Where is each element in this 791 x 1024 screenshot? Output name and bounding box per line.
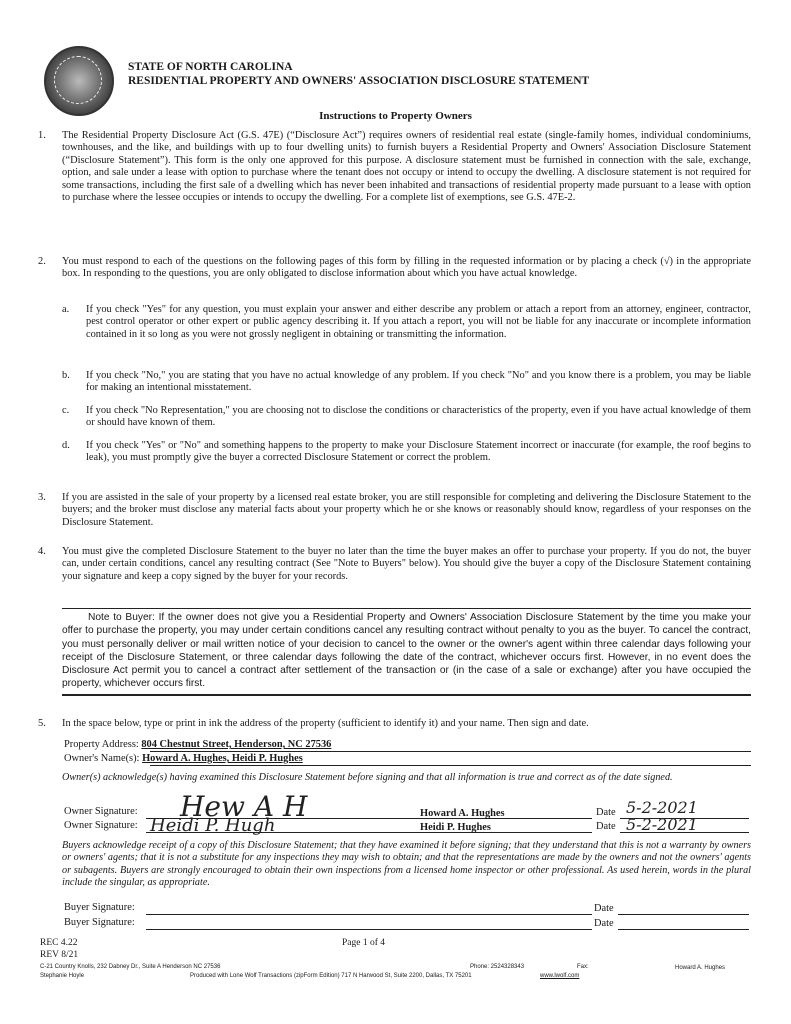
property-address-row — [64, 739, 331, 751]
buyer-date-label-1: Date — [594, 903, 614, 914]
brokerage-phone: Phone: 2524328343 — [470, 964, 525, 970]
subitem-letter: b. — [62, 370, 70, 381]
subitem-text: If you check "No," you are stating that you have no actual knowledge of any problem. If you check "No" and you know there is a problem, you may be liable for making an intentional misstatement. — [86, 370, 751, 394]
owner-printed-name-1: Howard A. Hughes — [420, 808, 505, 819]
note-to-buyer-text: Note to Buyer: If the owner does not give you a Residential Property and Owners' Association Disclosure Statement by the time you make your offer to purchase the property, you may under certain conditions cancel any resulting contract without penalty to you as the buyer. To cancel the contract, you must personally deliver or mail written notice of your decision to cancel to the owner or the owner's agent within three calendar days following your receipt of the Disclosure Statement, or three calendar days following the date of the contract, whichever occurs first. However, in no event does the Disclosure Act permit you to cancel a contract after settlement of the transaction or (in the case of a sale or exchange) after you have occupied the property, whichever occurs first. — [62, 612, 751, 690]
instruction-item-4 — [38, 546, 751, 583]
nc-state-seal — [44, 46, 114, 116]
instruction-item-1 — [38, 130, 751, 204]
owner-signature-label-1: Owner Signature: — [64, 806, 138, 817]
item-text: You must give the completed Disclosure Statement to the buyer no later than the time the buyer makes an offer to purchase your property. If you do not, the buyer can, under certain conditions, cancel any resulting contract (See "Note to Buyers" below). You should give the buyer a copy of the Disclosure Statement containing your signature and keep a copy signed by the buyer for your records. — [62, 546, 751, 582]
header-form-title: RESIDENTIAL PROPERTY AND OWNERS' ASSOCIATION DISCLOSURE STATEMENT — [128, 75, 590, 87]
brokerage-fax: Fax: — [577, 964, 589, 970]
buyer-date-label-2: Date — [594, 918, 614, 929]
owner-signature-2: Heidi P. Hugh — [150, 815, 276, 836]
buyer-date-line-1[interactable] — [618, 914, 749, 915]
owner-signature-label-2: Owner Signature: — [64, 820, 138, 831]
instruction-item-2 — [38, 256, 751, 281]
instruction-item-5 — [38, 718, 751, 730]
owner-signature-1: H​ew A H — [180, 790, 308, 823]
producer-line: Produced with Lone Wolf Transactions (zipForm Edition) 717 N Harwood St, Suite 2200, Dallas, TX 75201 — [190, 973, 472, 979]
form-code: REC 4.22 — [40, 938, 78, 948]
owner-names-label: Owner's Name(s): — [64, 753, 140, 764]
instructions-title: Instructions to Property Owners — [319, 110, 472, 122]
buyer-signature-line-1[interactable] — [146, 914, 592, 915]
owner-date-2[interactable]: 5-2-2021 — [626, 815, 698, 834]
item-number: 4. — [38, 546, 46, 557]
item-text: You must respond to each of the questions on the following pages of this form by filling in the requested information or by placing a check (√) in the appropriate box. In responding to the questions, you are only obligated to disclose information about which you have actual knowledge. — [62, 256, 751, 280]
instruction-subitem-d — [62, 440, 751, 465]
header-state: STATE OF NORTH CAROLINA — [128, 61, 293, 73]
subitem-text: If you check "Yes" or "No" and something happens to the property to make your Disclosure Statement incorrect or inaccurate (for example, the roof begins to leak), you must promptly give the buyer a corrected Disclosure Statement or correct the problem. — [86, 440, 751, 464]
item-number: 1. — [38, 130, 46, 141]
owner-date-label-2: Date — [596, 821, 616, 832]
page-number: Page 1 of 4 — [342, 938, 386, 948]
subitem-letter: a. — [62, 304, 70, 315]
producer-website-link[interactable]: www.lwolf.com — [540, 973, 580, 979]
buyer-signature-label-2: Buyer Signature: — [64, 917, 135, 928]
owner-acknowledgment: Owner(s) acknowledge(s) having examined this Disclosure Statement before signing and that all information is true and correct as of the date signed. — [62, 772, 673, 783]
brokerage-address: C-21 Country Knolls, 232 Dabney Dr., Suite A Henderson NC 27536 — [40, 964, 221, 970]
owner-names-row — [64, 753, 303, 765]
property-address-value[interactable]: 804 Chestnut Street, Henderson, NC 27536 — [141, 739, 332, 750]
buyer-date-line-2[interactable] — [618, 929, 749, 930]
subitem-letter: d. — [62, 440, 70, 451]
subitem-text: If you check "Yes" for any question, you must explain your answer and either describe any problem or attach a report from an attorney, engineer, contractor, pest control operator or other expert or public agency describing it. If you attach a report, you will not be liable for any inaccurate or incomplete information contained in it so long as you were not grossly negligent in obtaining or transmitting the information. — [86, 304, 751, 340]
item-text: The Residential Property Disclosure Act (G.S. 47E) (“Disclosure Act”) requires owners of residential real estate (single-family homes, individual condominiums, townhouses, and the like, and buildings with up to four dwelling units) to furnish buyers a Residential Property and Owners' Association Disclosure Statement (“Disclosure Statement”). This form is the only one approved for this purpose. A disclosure statement must be furnished in connection with the sale, exchange, option, and sale under a lease with option to purchase where the tenant does not occupy or intend to occupy the dwelling. A disclosure statement is not required for some transactions, including the first sale of a dwelling which has never been inhabited and transactions of residential property made pursuant to a lease with option to purchase where the lessee occupies or intends to occupy the dwelling. For a complete list of exemptions, see G.S. 47E-2. — [62, 130, 751, 204]
instruction-subitem-b — [62, 370, 751, 395]
agent-name: Stephanie Hoyle — [40, 973, 85, 979]
owner-names-value[interactable]: Howard A. Hughes, Heidi P. Hughes — [142, 753, 303, 764]
instruction-subitem-c — [62, 405, 751, 430]
owner-printed-name-2: Heidi P. Hughes — [420, 822, 491, 833]
client-name: Howard A. Hughes — [675, 965, 726, 971]
item-number: 5. — [38, 718, 46, 729]
item-number: 2. — [38, 256, 46, 267]
instruction-item-3 — [38, 492, 751, 529]
buyer-signature-line-2[interactable] — [146, 929, 592, 930]
buyer-signature-label-1: Buyer Signature: — [64, 902, 135, 913]
subitem-letter: c. — [62, 405, 70, 416]
note-to-buyer-box — [62, 608, 751, 696]
owner-names-line — [150, 765, 751, 766]
property-address-label: Property Address: — [64, 739, 139, 750]
property-address-line — [150, 751, 751, 752]
owner-date-label-1: Date — [596, 807, 616, 818]
item-text: In the space below, type or print in ink the address of the property (sufficient to identify it) and your name. Then sign and date. — [62, 718, 589, 729]
item-text: If you are assisted in the sale of your property by a licensed real estate broker, you are still responsible for completing and delivering the Disclosure Statement to the buyers; and the broker must disclose any material facts about your property which he or she knows or reasonably should know, regardless of your responses on the Disclosure Statement. — [62, 492, 751, 528]
form-revision: REV 8/21 — [40, 950, 79, 960]
buyer-acknowledgment: Buyers acknowledge receipt of a copy of this Disclosure Statement; that they have examined it before signing; that they understand that this is not a warranty by owners or owners' agents; that it is not a substitute for any inspections they may wish to obtain; and that the representations are made by the owners and not the owners' agents or subagents. Buyers are strongly encouraged to obtain their own inspections from a licensed home inspector or other professional. As used herein, words in the plural include the singular, as appropriate. — [62, 840, 751, 889]
subitem-text: If you check "No Representation," you are choosing not to disclose the conditions or characteristics of the property, even if you have actual knowledge of them or should have known of them. — [86, 405, 751, 429]
document-header — [128, 60, 589, 88]
owner-date-1[interactable]: 5-2-2021 — [626, 798, 698, 817]
item-number: 3. — [38, 492, 46, 503]
instruction-subitem-a — [62, 304, 751, 341]
